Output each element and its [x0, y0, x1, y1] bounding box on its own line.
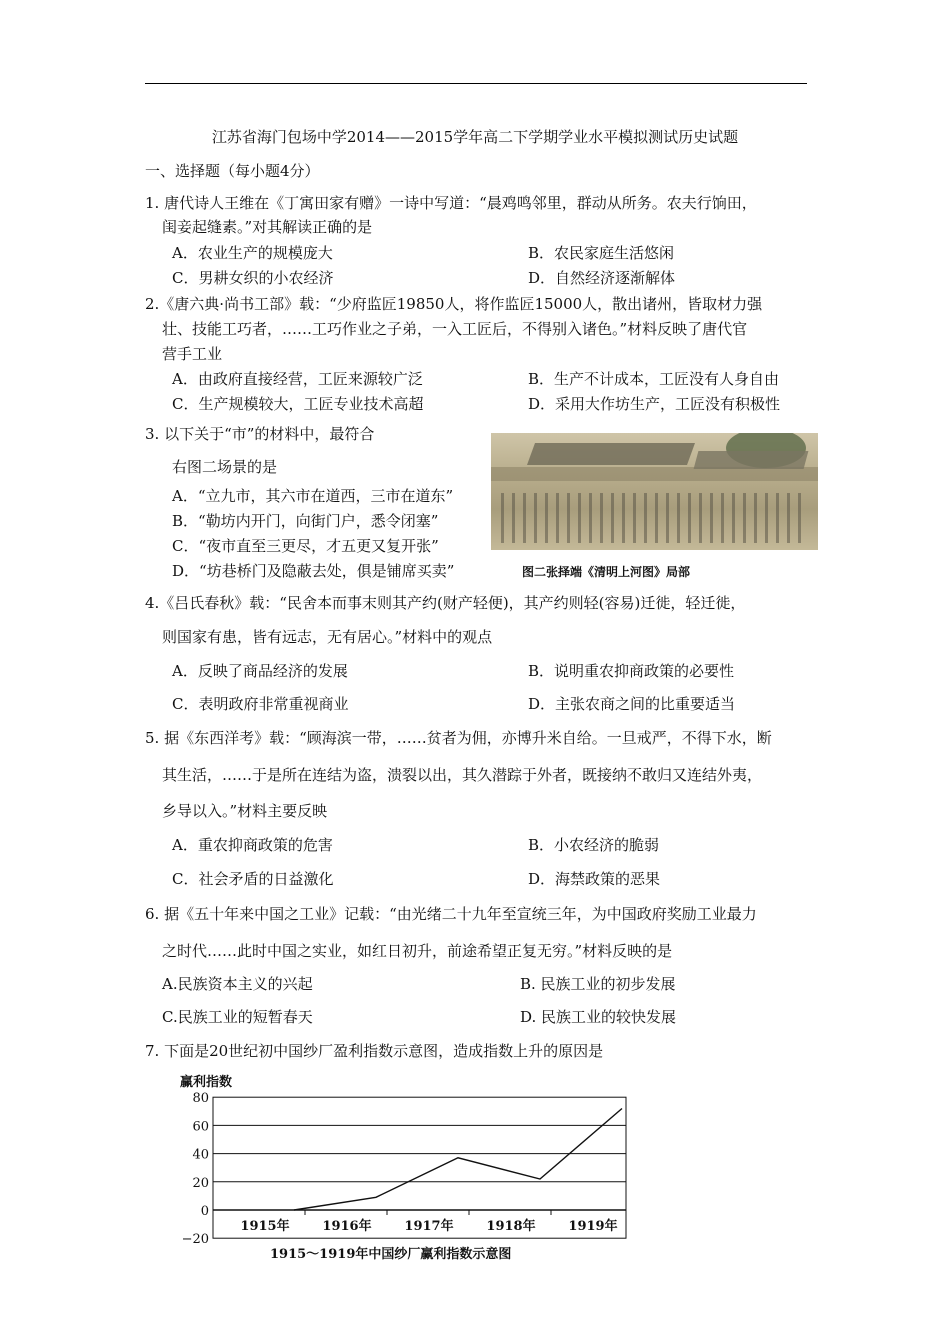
q2-option-a: A．由政府直接经营，工匠来源较广泛 — [172, 370, 423, 388]
qingming-painting-image — [491, 433, 818, 550]
x-tick-label: 1915年 — [240, 1219, 290, 1234]
y-tick-label: 40 — [192, 1147, 209, 1163]
q1-option-b: B．农民家庭生活悠闲 — [528, 244, 675, 262]
q6-stem-line1: 6. 据《五十年来中国之工业》记载：“由光绪二十九年至宣统三年，为中国政府奖励工业最力 — [145, 905, 757, 923]
profit-index-line-chart — [170, 1068, 630, 1268]
y-tick-label: 80 — [192, 1091, 209, 1107]
q4-option-d: D．主张农商之间的比重要适当 — [528, 695, 736, 713]
q1-stem-line1: 1. 唐代诗人王维在《丁寓田家有赠》一诗中写道：“晨鸡鸣邻里，群动从所务。农夫行饷田， — [145, 194, 757, 212]
q3-option-b: B．“勒坊内开门，向街门户，悉令闭塞” — [172, 512, 439, 530]
q1-stem-line2: 闺妾起缝素。”对其解读正确的是 — [162, 218, 373, 236]
header-rule — [145, 83, 807, 84]
y-tick-label: 20 — [192, 1175, 209, 1191]
q5-option-b: B．小农经济的脆弱 — [528, 836, 660, 854]
q2-stem-line3: 营手工业 — [162, 345, 223, 363]
q2-stem-line1: 2.《唐六典·尚书工部》载：“少府监匠19850人，将作监匠15000人，散出诸州，皆取材力强 — [145, 295, 763, 313]
q1-option-a: A．农业生产的规模庞大 — [172, 244, 333, 262]
y-tick-label: 0 — [200, 1204, 209, 1219]
y-tick-label: −20 — [181, 1232, 209, 1248]
x-tick-label: 1916年 — [322, 1219, 372, 1234]
q6-option-d: D. 民族工业的较快发展 — [520, 1008, 677, 1026]
q5-option-c: C．社会矛盾的日益激化 — [172, 870, 334, 888]
x-tick-label: 1918年 — [486, 1219, 536, 1234]
q6-stem-line2: 之时代……此时中国之实业，如红日初升，前途希望正复无穷。”材料反映的是 — [162, 942, 673, 960]
q5-stem-line1: 5. 据《东西洋考》载：“顾海滨一带，……贫者为佣，亦博升米自给。一旦戒严，不得下水，断 — [145, 729, 772, 747]
chart-ylabel: 赢利指数 — [180, 1075, 233, 1090]
q4-stem-line1: 4.《吕氏春秋》载：“民舍本而事末则其产约(财产轻便)，其产约则轻(容易)迁徙，轻迁徙， — [145, 594, 746, 612]
q5-option-a: A．重农抑商政策的危害 — [172, 836, 333, 854]
q3-stem-line2: 右图二场景的是 — [172, 458, 278, 476]
series-line — [294, 1109, 622, 1211]
q1-option-c: C．男耕女织的小农经济 — [172, 269, 334, 287]
q2-option-c: C．生产规模较大，工匠专业技术高超 — [172, 395, 424, 413]
q2-option-d: D．采用大作坊生产，工匠没有积极性 — [528, 395, 781, 413]
x-tick-label: 1919年 — [568, 1219, 618, 1234]
q5-stem-line2: 其生活，……于是所在连结为盗，溃裂以出，其久潜踪于外者，既接纳不敢归又连结外夷， — [162, 766, 763, 784]
q6-option-c: C.民族工业的短暂春天 — [162, 1008, 313, 1026]
page-title: 江苏省海门包场中学2014——2015学年高二下学期学业水平模拟测试历史试题 — [211, 128, 739, 146]
q4-option-c: C．表明政府非常重视商业 — [172, 695, 349, 713]
q6-option-b: B. 民族工业的初步发展 — [520, 975, 676, 993]
q5-stem-line3: 乡导以入。”材料主要反映 — [162, 802, 328, 820]
q3-option-c: C．“夜市直至三更尽，才五更又复开张” — [172, 537, 439, 555]
q7-stem-line1: 7. 下面是20世纪初中国纱厂盈利指数示意图，造成指数上升的原因是 — [145, 1042, 604, 1060]
q1-option-d: D．自然经济逐渐解体 — [528, 269, 676, 287]
section-heading: 一、选择题（每小题4分） — [145, 162, 320, 180]
q3-option-a: A．“立九市，其六市在道西，三市在道东” — [172, 487, 454, 505]
q5-option-d: D．海禁政策的恶果 — [528, 870, 661, 888]
q4-option-a: A．反映了商品经济的发展 — [172, 662, 348, 680]
q4-stem-line2: 则国家有患，皆有远志，无有居心。”材料中的观点 — [162, 628, 493, 646]
y-tick-label: 60 — [192, 1119, 209, 1135]
x-tick-label: 1917年 — [404, 1219, 454, 1234]
q3-stem-line1: 3. 以下关于“市”的材料中，最符合 — [145, 425, 375, 443]
q6-option-a: A.民族资本主义的兴起 — [162, 975, 313, 993]
q4-option-b: B．说明重农抑商政策的必要性 — [528, 662, 735, 680]
chart-title: 1915～1919年中国纱厂赢利指数示意图 — [270, 1247, 512, 1262]
q2-stem-line2: 壮、技能工巧者，……工巧作业之子弟，一入工匠后，不得别入诸色。”材料反映了唐代官 — [162, 320, 748, 338]
q2-option-b: B．生产不计成本，工匠没有人身自由 — [528, 370, 780, 388]
figure-caption: 图二张择端《清明上河图》局部 — [522, 565, 691, 579]
plot-frame — [213, 1097, 626, 1238]
q3-option-d: D．“坊巷桥门及隐蔽去处，俱是铺席买卖” — [172, 562, 455, 580]
